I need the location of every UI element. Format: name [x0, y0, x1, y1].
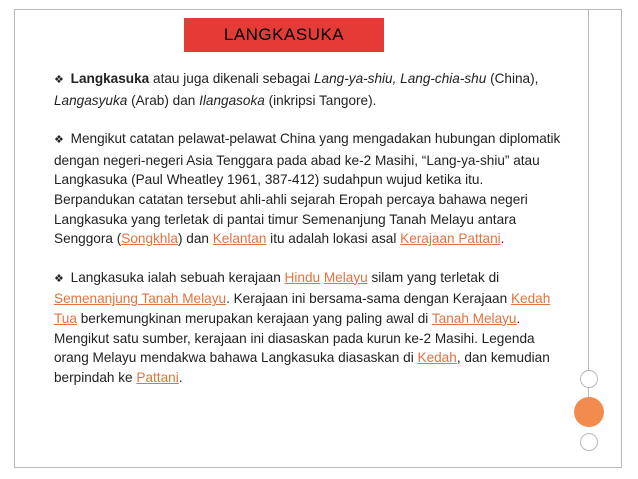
p2-text: Mengikut catatan pelawat-pelawat China yang mengadakan hubungan diplomatik dengan negeri-negeri Asia Tenggara pada abad ke-2 Masihi, “Lang-ya-shiu” atau Langkasuka (Paul Wheatley 1961, 387-412) sudahpun wujud ketika itu. Berpandukan catatan tersebut ahli-ahli sejarah Eropah percaya bahawa negeri Langkasuka yang terletak di pantai timur Semenanjung Tanah Melayu antara Senggora ( [54, 131, 561, 247]
decor-circle-bottom [580, 433, 598, 451]
p3-text: . [178, 369, 183, 385]
bullet-diamond-icon: ❖ [54, 134, 64, 147]
p1-italic: Lang-ya-shiu, Lang-chia-shu [314, 71, 487, 86]
link-pattani[interactable]: Pattani [136, 369, 179, 385]
bullet-diamond-icon: ❖ [54, 272, 64, 285]
p3-text: , dan kemudian berpindah ke [54, 350, 550, 385]
paragraph-3 [54, 268, 564, 388]
link-semenanjung-tanah-melayu[interactable]: Semenanjung Tanah Melayu [54, 291, 227, 307]
p3-text: berkemungkinan merupakan kerajaan yang paling awal di [76, 310, 432, 326]
p1-italic: Langasyuka [54, 92, 128, 108]
p1-italic: Ilangasoka [199, 92, 265, 108]
bullet-diamond-icon: ❖ [54, 74, 64, 86]
link-kedah[interactable]: Kedah [417, 350, 457, 366]
link-kerajaan-pattani[interactable]: Kerajaan Pattani [400, 231, 501, 247]
p1-text: (inkripsi Tangore). [264, 92, 377, 108]
p1-text: atau juga dikenali sebagai [149, 71, 314, 86]
link-hindu[interactable]: Hindu [284, 269, 321, 285]
link-tanah-melayu[interactable]: Tanah Melayu [431, 310, 517, 326]
p3-text: . Kerajaan ini bersama-sama dengan Kerajaan [226, 291, 511, 307]
p2-text: . [500, 231, 505, 247]
paragraph-1 [54, 69, 564, 110]
p1-text: (China), [486, 71, 539, 86]
slide-title-text: LANGKASUKA [223, 25, 345, 44]
p2-text: itu adalah lokasi asal [266, 231, 401, 247]
p3-text: Langkasuka ialah sebuah kerajaan [70, 269, 285, 285]
paragraph-2 [54, 129, 564, 249]
decor-circle-top [580, 370, 598, 388]
link-kedah-tua[interactable]: Kedah Tua [54, 291, 551, 326]
p1-bold: Langkasuka [70, 71, 150, 86]
slide-title [184, 18, 384, 52]
decor-circle-orange [574, 397, 604, 427]
p3-text: . Mengikut satu sumber, kerajaan ini diasaskan pada kurun ke-2 Masihi. Legenda orang Melayu mendakwa bahawa Langkasuka diasaskan di [54, 310, 535, 366]
link-songkhla[interactable]: Songkhla [121, 231, 178, 247]
link-melayu[interactable]: Melayu [323, 269, 368, 285]
p3-text: silam yang terletak di [367, 269, 500, 285]
link-kelantan[interactable]: Kelantan [212, 231, 267, 247]
p1-text: (Arab) dan [127, 92, 200, 108]
slide-right-rule [588, 9, 589, 407]
p2-text: ) dan [177, 231, 213, 247]
slide-body [54, 69, 564, 406]
